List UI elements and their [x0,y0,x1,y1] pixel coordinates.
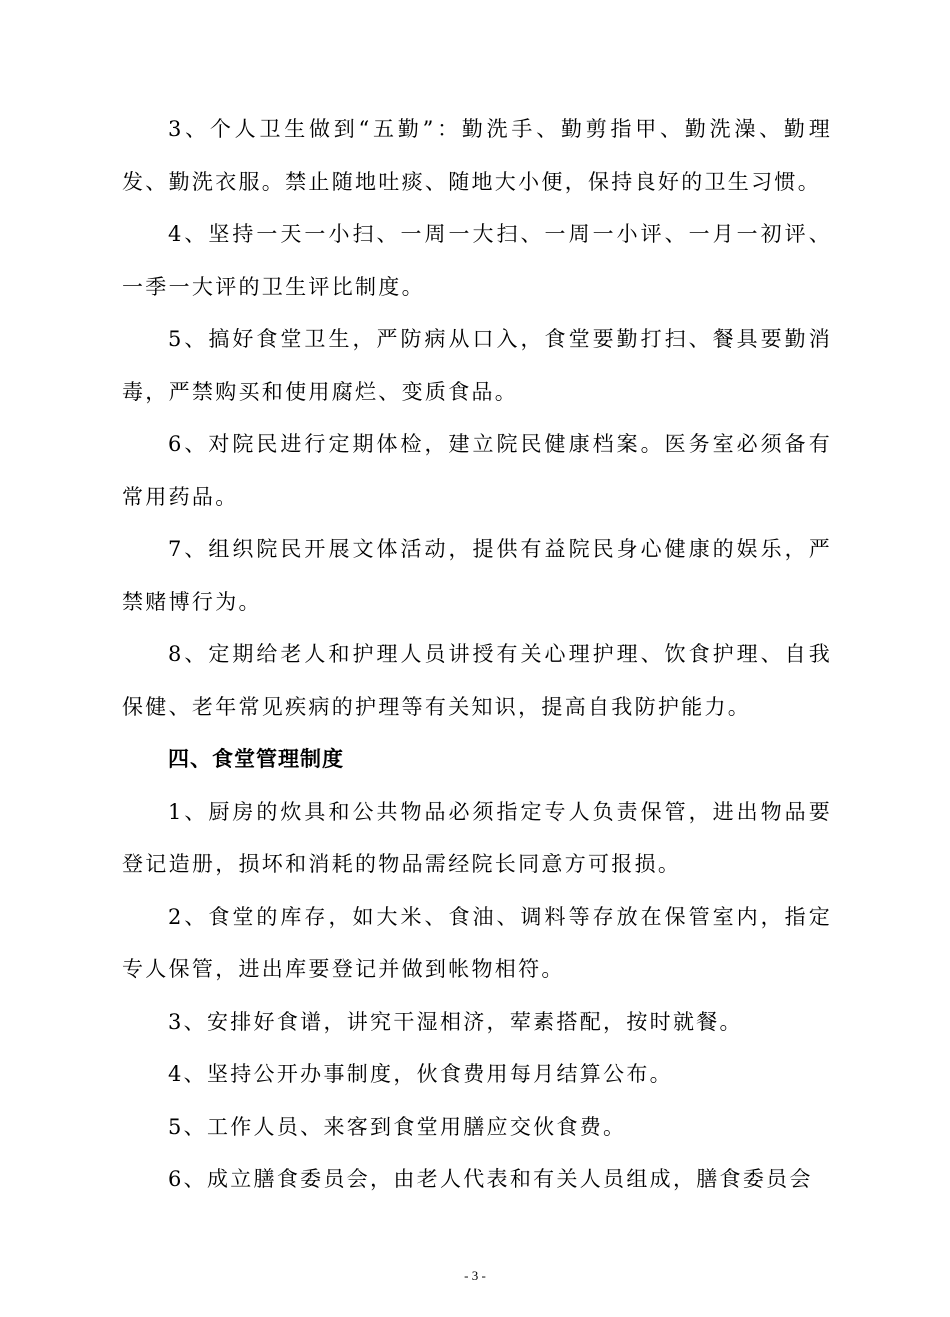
paragraph-canteen-6: 6、成立膳食委员会，由老人代表和有关人员组成，膳食委员会 [168,1167,813,1191]
section-heading: 四、食堂管理制度 [168,747,344,771]
paragraph-hygiene-7: 7、组织院民开展文体活动，提供有益院民身心健康的娱乐，严禁赌博行为。 [122,537,832,614]
paragraph-hygiene-6: 6、对院民进行定期体检，建立院民健康档案。医务室必须备有常用药品。 [122,432,832,509]
paragraph-canteen-5: 5、工作人员、来客到食堂用膳应交伙食费。 [168,1114,627,1139]
paragraph-hygiene-8: 8、定期给老人和护理人员讲授有关心理护理、饮食护理、自我保健、老年常见疾病的护理等有关知识，提高自我防护能力。 [122,642,832,719]
page-number: - 3 - [464,1268,486,1283]
paragraph-canteen-3: 3、安排好食谱，讲究干湿相济，荤素搭配，按时就餐。 [168,1009,743,1034]
paragraph-hygiene-5: 5、搞好食堂卫生，严防病从口入，食堂要勤打扫、餐具要勤消毒，严禁购买和使用腐烂、变质食品。 [122,327,832,404]
page-body [122,103,832,1206]
paragraph-hygiene-3: 3、个人卫生做到“五勤”：勤洗手、勤剪指甲、勤洗澡、勤理发、勤洗衣服。禁止随地吐痰、随地大小便，保持良好的卫生习惯。 [122,117,832,194]
paragraph-canteen-2: 2、食堂的库存，如大米、食油、调料等存放在保管室内，指定专人保管，进出库要登记并做到帐物相符。 [122,904,832,981]
paragraph-hygiene-4: 4、坚持一天一小扫、一周一大扫、一周一小评、一月一初评、一季一大评的卫生评比制度。 [122,222,832,299]
paragraph-canteen-1: 1、厨房的炊具和公共物品必须指定专人负责保管，进出物品要登记造册，损坏和消耗的物品需经院长同意方可报损。 [122,799,832,876]
paragraph-canteen-4: 4、坚持公开办事制度，伙食费用每月结算公布。 [168,1062,673,1086]
